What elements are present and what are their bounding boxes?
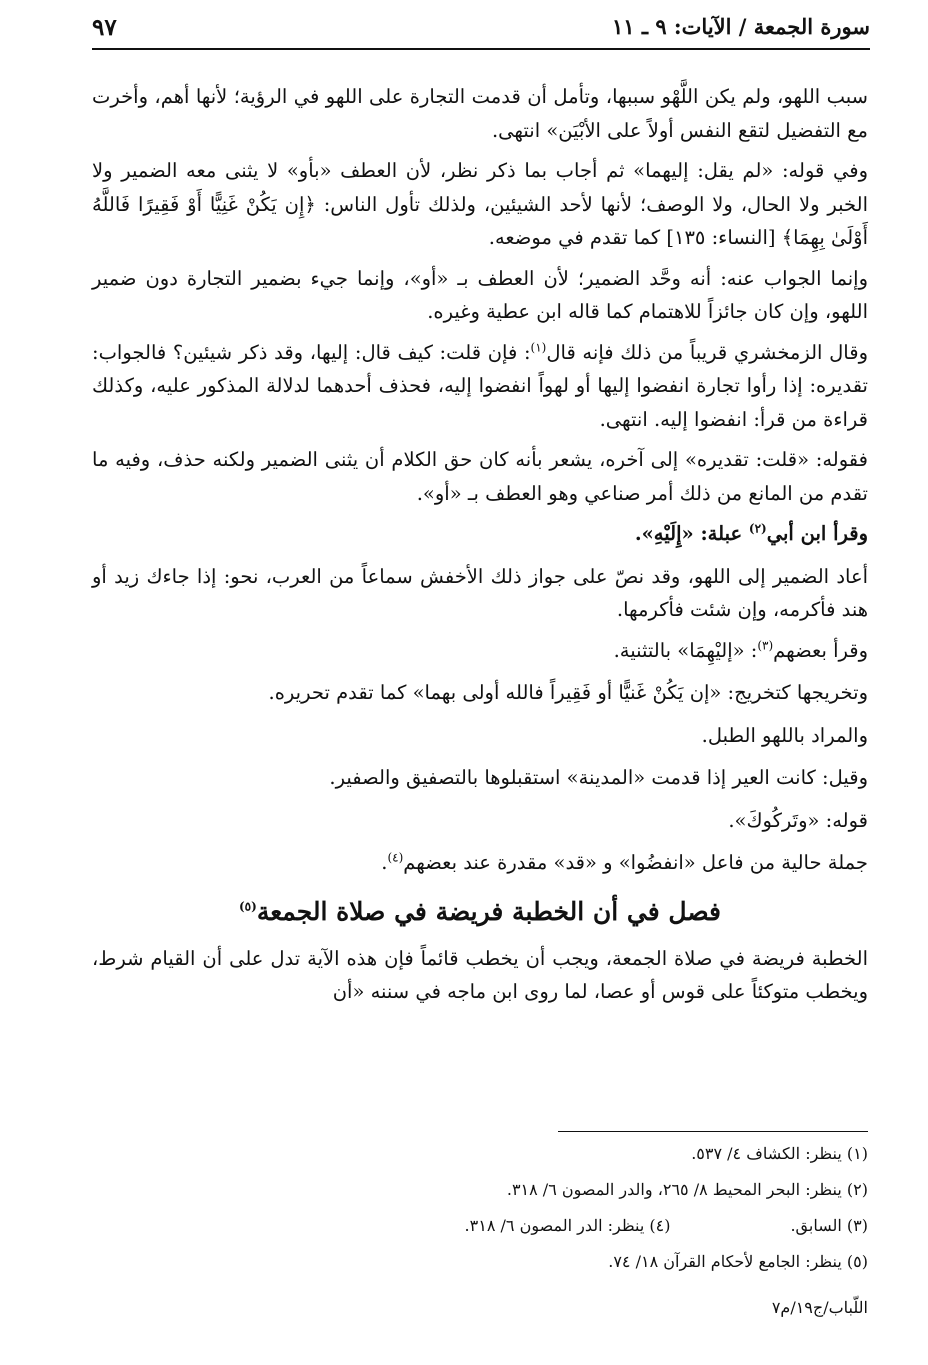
section-heading-text: فصل في أن الخطبة فريضة في صلاة الجمعة — [256, 896, 721, 926]
footnote-3: (٣) السابق. — [790, 1216, 868, 1235]
footnote-row — [92, 1140, 868, 1168]
footnote-1: (١) ينظر: الكشاف ٤/ ٥٣٧. — [691, 1144, 868, 1163]
footnote-ref: (٤) — [387, 850, 404, 865]
running-header — [92, 14, 870, 46]
paragraph: فقوله: «قلت: تقديره» إلى آخره، يشعر بأنه كان حق الكلام أن يثنى الضمير ولكنه حذف، وفيه ما تقدم من المانع من ذلك أمر صناعي وهو العطف بـ «أو». — [92, 448, 868, 505]
header-title: سورة الجمعة / الآيات: ٩ ـ ١١ — [611, 14, 870, 39]
footnote-ref: (٥) — [238, 899, 257, 914]
paragraph: قوله: «وتَركُوكَ». — [728, 808, 868, 832]
header-rule — [92, 48, 870, 50]
footnote-4: (٤) ينظر: الدر المصون ٦/ ٣١٨. — [464, 1216, 671, 1235]
footnote-row — [92, 1248, 868, 1276]
paragraph: أعاد الضمير إلى اللهو، وقد نصّ على جواز ذلك الأخفش سماعاً من العرب، نحو: إذا جاءك زيد أو هند فأكرمه، وإن شئت فأكرمها. — [92, 564, 868, 621]
paragraph: سبب اللهو، ولم يكن اللَّهْو سببها، وتأمل أن قدمت التجارة على اللهو في الرؤية؛ لأنها أهم، وأخرت مع التفضيل لتقع النفس أولاً على الأبْيَن» انتهى. — [92, 85, 868, 142]
footnotes — [92, 1140, 868, 1284]
section-heading — [92, 892, 868, 932]
paragraph — [92, 634, 868, 668]
paragraph: الخطبة فريضة في صلاة الجمعة، ويجب أن يخطب قائماً فإن هذه الآية تدل على أن القيام شرط، ويخطب متوكئاً على قوس أو عصا، لما روى ابن ماجه في سننه «أن — [92, 946, 868, 1003]
paragraph-text: عبلة: «إِلَيْهِ». — [634, 522, 749, 545]
paragraph: وتخريجها كتخريج: «إن يَكُنْ غَنيًّا أو فَقِيراً فالله أولى بهما» كما تقدم تحريره. — [268, 681, 868, 704]
paragraph — [92, 336, 868, 437]
paragraph-text: وقرأ ابن أبي — [766, 522, 868, 545]
paragraph: وقيل: كانت العير إذا قدمت «المدينة» استقبلوها بالتصفيق والصفير. — [329, 766, 868, 789]
paragraph — [92, 846, 868, 880]
paragraph-text: : «إليْهِمَا» بالتثنية. — [613, 638, 758, 662]
paragraph-text: جملة حالية من فاعل «انفضُوا» و «قد» مقدرة عند بعضهم — [403, 851, 868, 874]
paragraph: وفي قوله: «لم يقل: إليهما» ثم أجاب بما ذكر نظر، لأن العطف «بأو» لا يثنى معه الضمير ولا الخبر ولا الحال، ولا الوصف؛ لأنها لأحد الشيئين، ولذلك تأول الناس: ﴿إِن يَكُنْ غَنِيًّا أَوْ فَقِيرًا فَاللَّهُ أَوْلَىٰ بِهِمَا﴾ [النساء: ١٣٥] كما تقدم في موضعه. — [92, 159, 868, 249]
paragraph-text: وقرأ بعضهم — [773, 638, 868, 662]
paragraph: وإنما الجواب عنه: أنه وحَّد الضمير؛ لأن العطف بـ «أو»، وإنما جيء بضمير التجارة دون ضمير اللهو، وإن كان جائزاً للاهتمام كما قاله ابن عطية وغيره. — [92, 266, 868, 323]
paragraph-text: : فإن قلت: كيف قال: إليها، وقد ذكر شيئين؟ فالجواب: تقديره: إذا رأوا تجارة انفضوا إليها أو لهواً انفضوا إليه، فحذف أحدهما لدلالة المذكور عليه، وكذلك قراءة من قرأ: انفضوا إليه. انتهى. — [92, 340, 868, 431]
footnote-2: (٢) ينظر: البحر المحيط ٨/ ٢٦٥، والدر المصون ٦/ ٣١٨. — [506, 1180, 868, 1199]
footnote-ref: (١) — [530, 340, 547, 354]
paragraph — [92, 517, 868, 551]
footnote-row — [92, 1176, 868, 1204]
signature-mark: اللّباب/ج١٩/م٧ — [771, 1298, 868, 1317]
main-text — [92, 80, 868, 1016]
paragraph-text: . — [381, 851, 388, 874]
footnote-5: (٥) ينظر: الجامع لأحكام القرآن ١٨/ ٧٤. — [608, 1252, 868, 1271]
page-number: ٩٧ — [92, 14, 117, 41]
footnote-ref: (٣) — [757, 638, 774, 652]
footnote-ref: (٢) — [748, 521, 767, 536]
footnote-spacer — [670, 1212, 790, 1240]
paragraph-text: وقال الزمخشري قريباً من ذلك فإنه قال — [546, 340, 868, 364]
footnote-rule — [558, 1131, 868, 1132]
footnote-row — [92, 1212, 868, 1240]
paragraph: والمراد باللهو الطبل. — [701, 723, 868, 747]
